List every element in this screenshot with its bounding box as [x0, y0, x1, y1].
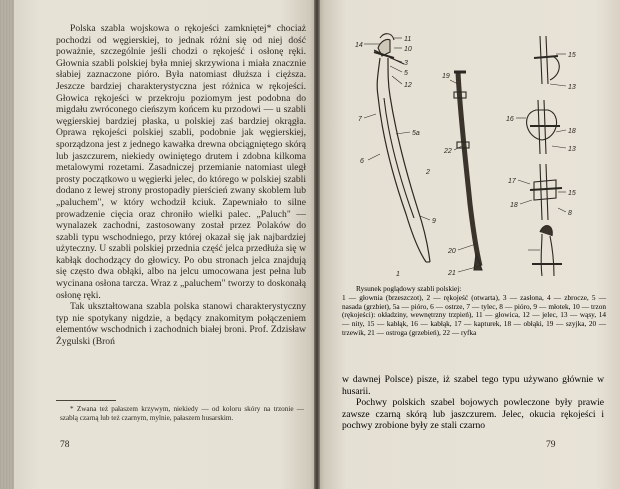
detail-label-13: 13	[568, 84, 576, 91]
scabbard-drawing	[454, 72, 482, 270]
right-paragraph-1: w dawnej Polsce) pisze, iż szabel tego typu używano głównie w husarii.	[342, 374, 604, 397]
detail-label-18b: 18	[510, 202, 518, 209]
figure-caption	[342, 285, 606, 338]
caption-body: 1 — głownia (brzeszczot), 2 — rękojeść (otwarta), 3 — zasłona, 4 — zbrocze, 5 — nasada (grzbiet), 5a — pióro, 6 — ostrze, 7 — tylec, 8 — pióro, 9 — młotek, 10 — trzon (rękojeści): okładziny, wewnętrzny trzpień), 11 — głowica, 12 — jelec, 13 — wąsy, 14 — nity, 15 — kabłąk, 16 — kabłąk, 17 — kapturek, 18 — obłąki, 19 — szyjka, 20 — trzewik, 21 — ostroga (grzebień), 22 — ryfka	[342, 292, 606, 337]
footnote-text: * Zwana też pałaszem krzywym, niekiedy — od koloru skóry na trzonie — szablą czarną lub też czarnym, mylnie, pałaszem husarskim.	[60, 405, 304, 422]
label-10: 10	[404, 46, 412, 53]
footnote	[60, 405, 304, 422]
right-page-number: 79	[546, 440, 556, 450]
label-7: 7	[358, 116, 362, 123]
right-paragraph-2: Pochwy polskich szabel bojowych powleczone były prawie zawsze czarną skórą lub jaszczurem. Jelec, okucia rękojeści i pochwy zrobione były ze stali czarno	[342, 397, 604, 432]
label-9: 9	[432, 218, 436, 225]
book-gutter	[314, 0, 320, 489]
label-1: 1	[396, 271, 400, 278]
left-body-text	[56, 23, 306, 348]
label-5a: 5a	[412, 130, 420, 137]
label-6: 6	[360, 158, 364, 165]
hilt-details	[527, 36, 562, 276]
label-3: 3	[404, 60, 408, 67]
caption-title: Rysunek poglądowy szabli polskiej:	[356, 284, 462, 293]
detail-label-15b: 15	[568, 190, 576, 197]
label-2: 2	[426, 169, 430, 176]
label-19: 19	[442, 73, 450, 80]
label-5: 5	[404, 70, 408, 77]
detail-label-17: 17	[508, 178, 516, 185]
label-20: 20	[448, 248, 456, 255]
detail-label-16: 16	[506, 116, 514, 123]
detail-label-15: 15	[568, 52, 576, 59]
saber-drawing	[374, 34, 430, 262]
page-edges	[0, 0, 14, 489]
label-11: 11	[404, 36, 412, 43]
footnote-rule	[56, 400, 116, 401]
label-22: 22	[444, 148, 452, 155]
left-page-number: 78	[60, 440, 70, 450]
label-21: 21	[448, 270, 456, 277]
left-paragraph-2: Tak ukształtowana szabla polska stanowi charakterystyczny typ nie spotykany nigdzie, a będący znakomitym połączeniem elementów wschodnich i zachodnich białej broni. Prof. Zdzisław Żygulski (Broń	[56, 301, 306, 348]
saber-diagram	[330, 14, 620, 286]
right-body-text	[342, 374, 604, 432]
detail-label-8: 8	[568, 210, 572, 217]
detail-label-18: 18	[568, 128, 576, 135]
left-paragraph-1: Polska szabla wojskowa o rękojeści zamkniętej* chociaż pochodzi od węgierskiej, to jednak różni się od niej dość poważnie, szczególnie jeśli chodzi o rękojeść i osłonę ręki. Głownia szabli polskiej była mniej skrzywiona i miała znacznie słabiej zaznaczone pióro. Była natomiast dłuższa i cięższa. Jeszcze bardziej charakterystyczna jest różnica w rękojeści. Głowica rękojeści w przekroju poziomym jest podobna do migdału zwróconego cieńszym końcem ku przodowi — u szabli węgierskiej bardziej płaska, u polskiej zaś bardziej okrągła. Oprawa rękojeści polskiej szabli, podobnie jak węgierskiej, sporządzona jest z jednego kawałka drewna obciągniętego skórą lub jaszczurem, niekiedy owiniętego drutem i zdobna kilkoma metalowymi rozetami. Zasadniczej przemianie natomiast uległ prosty początkowo u węgierki jelec, do którego w polskiej szabli dodano z lewej strony prostopadły pierścień zwany skoblem lub „paluchem", w który wchodził kciuk. Zapewniało to silne prowadzenie cięcia oraz chroniło wielki palec. „Paluch" — wynalazek zachodni, zastosowany został przez Polaków do szabli typu wschodniego, przy której okazał się jak najbardziej użyteczny. U szabli polskiej przednia część jelca przedłuża się w kabłąk dochodzący do głowicy. Po obu stronach jelca znajdują się często dwa obłąki, albo na jelcu umocowana jest pełna lub wycinana osłona tarcza. Wraz z „paluchem" tworzy to doskonałą osłonę ręki.	[56, 23, 306, 301]
label-12: 12	[404, 82, 412, 89]
detail-label-13b: 13	[568, 146, 576, 153]
label-14: 14	[355, 42, 363, 49]
